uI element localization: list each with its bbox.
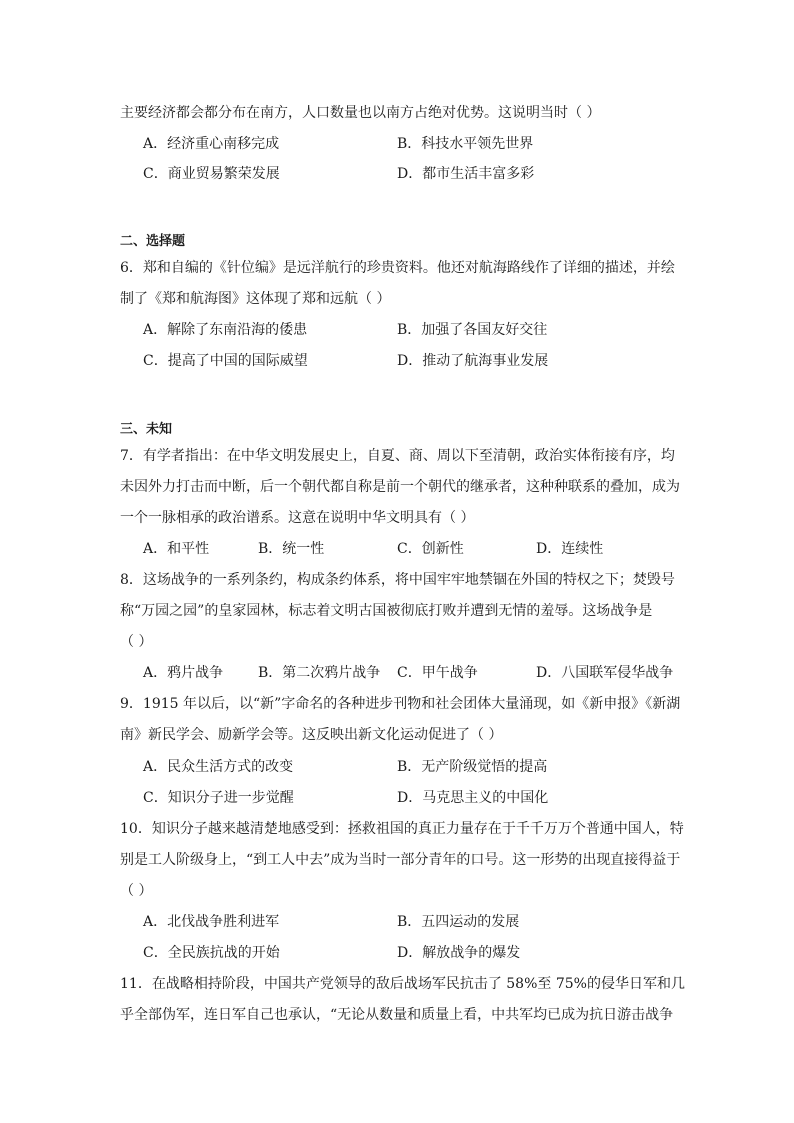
q9-option-c: C．知识分子进一步觉醒 xyxy=(143,790,294,806)
q10-option-d: D．解放战争的爆发 xyxy=(397,945,521,961)
q7-stem-line3: 一个一脉相承的政治谱系。这意在说明中华文明具有（ ） xyxy=(120,510,475,526)
q8-stem-line3: （ ） xyxy=(120,634,153,650)
q5-option-d: D．都市生活丰富多彩 xyxy=(397,166,535,182)
q10-stem-line1: 10．知识分子越来越清楚地感受到：拯救祖国的真正力量存在于千千万万个普通中国人，特 xyxy=(120,821,684,837)
q5-option-b: B．科技水平领先世界 xyxy=(397,136,534,152)
q6-stem-line1: 6．郑和自编的《针位编》是远洋航行的珍贵资料。他还对航海路线作了详细的描述，并绘 xyxy=(120,260,675,276)
q8-option-d: D．八国联军侵华战争 xyxy=(536,665,674,681)
q5-option-a: A．经济重心南移完成 xyxy=(143,136,280,152)
q9-option-d: D．马克思主义的中国化 xyxy=(397,790,549,806)
q8-stem-line2: 称“万园之园”的皇家园林，标志着文明古国被彻底打败并遭到无情的羞辱。这场战争是 xyxy=(120,603,653,619)
q7-option-b: B．统一性 xyxy=(258,541,325,557)
q10-stem-line3: （ ） xyxy=(120,883,153,899)
q9-option-b: B．无产阶级觉悟的提高 xyxy=(397,759,548,775)
q6-option-a: A．解除了东南沿海的倭患 xyxy=(143,322,308,338)
q6-option-b: B．加强了各国友好交往 xyxy=(397,322,548,338)
q11-stem-line2: 乎全部伪军，连日军自己也承认，“无论从数量和质量上看，中共军均已成为抗日游击战争 xyxy=(120,1007,674,1023)
q5-stem-line1: 主要经济都会都分布在南方，人口数量也以南方占绝对优势。这说明当时（ ） xyxy=(120,105,601,121)
q6-option-c: C．提高了中国的国际威望 xyxy=(143,353,308,369)
q10-option-b: B．五四运动的发展 xyxy=(397,914,520,930)
q8-option-c: C．甲午战争 xyxy=(397,665,478,681)
q8-option-a: A．鸦片战争 xyxy=(143,665,224,681)
q11-stem-line1: 11．在战略相持阶段，中国共产党领导的敌后战场军民抗击了 58%至 75%的侵华日军和几 xyxy=(120,976,685,992)
q9-stem-line2: 南》新民学会、励新学会等。这反映出新文化运动促进了（ ） xyxy=(120,727,503,743)
q8-option-b: B．第二次鸦片战争 xyxy=(258,665,381,681)
section-heading-3: 三、未知 xyxy=(120,422,173,437)
q10-option-c: C．全民族抗战的开始 xyxy=(143,945,280,961)
q10-stem-line2: 别是工人阶级身上，“到工人中去”成为当时一部分青年的口号。这一形势的出现直接得益于 xyxy=(120,852,681,868)
q7-stem-line2: 未因外力打击而中断，后一个朝代都自称是前一个朝代的继承者，这种种联系的叠加，成为 xyxy=(120,479,680,495)
q5-option-c: C．商业贸易繁荣发展 xyxy=(143,166,280,182)
q6-stem-line2: 制了《郑和航海图》这体现了郑和远航（ ） xyxy=(120,291,391,307)
q10-option-a: A．北伐战争胜利进军 xyxy=(143,914,280,930)
section-heading-2: 二、选择题 xyxy=(120,234,186,249)
q8-stem-line1: 8．这场战争的一系列条约，构成条约体系，将中国牢牢地禁锢在外国的特权之下；焚毁号 xyxy=(120,572,675,588)
q9-option-a: A．民众生活方式的改变 xyxy=(143,759,294,775)
q7-option-d: D．连续性 xyxy=(536,541,604,557)
q7-option-a: A．和平性 xyxy=(143,541,210,557)
q9-stem-line1: 9．1915 年以后，以“新”字命名的各种进步刊物和社会团体大量涌现，如《新申报》《新湖 xyxy=(120,696,681,712)
q7-option-c: C．创新性 xyxy=(397,541,464,557)
q6-option-d: D．推动了航海事业发展 xyxy=(397,353,549,369)
q7-stem-line1: 7．有学者指出：在中华文明发展史上，自夏、商、周以下至清朝，政治实体衔接有序，均 xyxy=(120,448,675,464)
